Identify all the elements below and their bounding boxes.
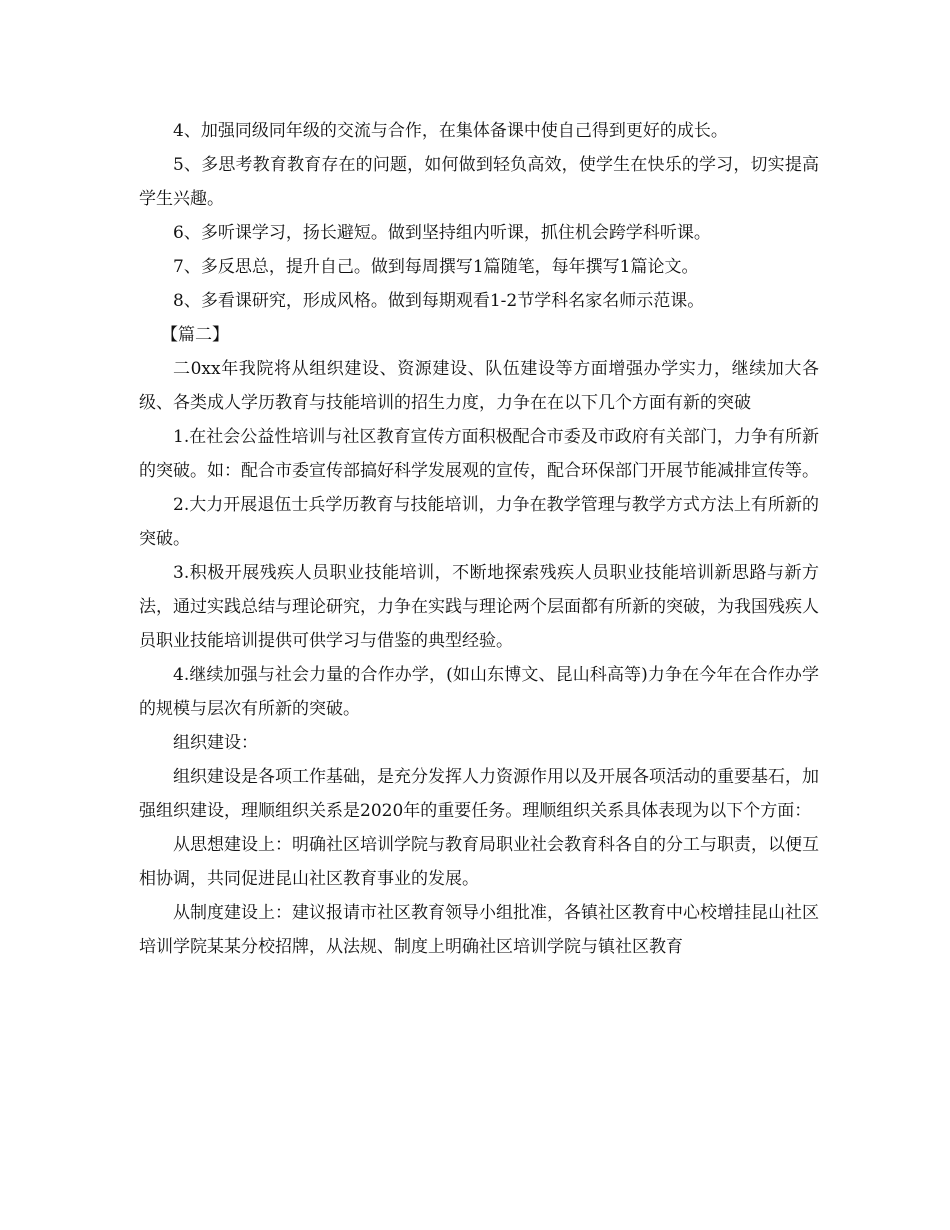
paragraph-item-4: 4、加强同级同年级的交流与合作，在集体备课中使自己得到更好的成长。 xyxy=(173,121,728,141)
ideology-paragraph: 从思想建设上：明确社区培训学院与教育局职业社会教育科各自的分工与职责，以便互相协调，共同促进昆山社区教育事业的发展。 xyxy=(139,835,819,889)
paragraph-item-7: 7、多反思总，提升自己。做到每周撰写1篇随笔，每年撰写1篇论文。 xyxy=(173,257,699,277)
section-heading: 【篇二】 xyxy=(161,325,229,345)
document-body xyxy=(139,114,819,964)
subheading-organization: 组织建设： xyxy=(173,733,258,753)
paragraph-item-6: 6、多听课学习，扬长避短。做到坚持组内听课，抓住机会跨学科听课。 xyxy=(173,223,711,243)
section-intro-paragraph: 二0xx年我院将从组织建设、资源建设、队伍建设等方面增强办学实力，继续加大各级、各类成人学历教育与技能培训的招生力度，力争在在以下几个方面有新的突破 xyxy=(139,359,819,413)
paragraph-item-5: 5、多思考教育教育存在的问题，如何做到轻负高效，使学生在快乐的学习，切实提高学生兴趣。 xyxy=(139,155,819,209)
goal-item-3: 3.积极开展残疾人员职业技能培训，不断地探索残疾人员职业技能培训新思路与新方法，通过实践总结与理论研究，力争在实践与理论两个层面都有所新的突破，为我国残疾人员职业技能培训提供可供学习与借鉴的典型经验。 xyxy=(139,563,819,651)
paragraph-item-8: 8、多看课研究，形成风格。做到每期观看1-2节学科名家名师示范课。 xyxy=(173,291,705,311)
organization-paragraph: 组织建设是各项工作基础，是充分发挥人力资源作用以及开展各项活动的重要基石，加强组织建设，理顺组织关系是2020年的重要任务。理顺组织关系具体表现为以下个方面： xyxy=(139,767,819,821)
goal-item-4: 4.继续加强与社会力量的合作办学，(如山东博文、昆山科高等)力争在今年在合作办学的规模与层次有所新的突破。 xyxy=(139,665,819,719)
system-paragraph: 从制度建设上：建议报请市社区教育领导小组批准，各镇社区教育中心校增挂昆山社区培训学院某某分校招牌，从法规、制度上明确社区培训学院与镇社区教育 xyxy=(139,903,819,957)
goal-item-2: 2.大力开展退伍士兵学历教育与技能培训，力争在教学管理与教学方式方法上有所新的突破。 xyxy=(139,495,819,549)
goal-item-1: 1.在社会公益性培训与社区教育宣传方面积极配合市委及市政府有关部门，力争有所新的突破。如：配合市委宣传部搞好科学发展观的宣传，配合环保部门开展节能减排宣传等。 xyxy=(139,427,819,481)
